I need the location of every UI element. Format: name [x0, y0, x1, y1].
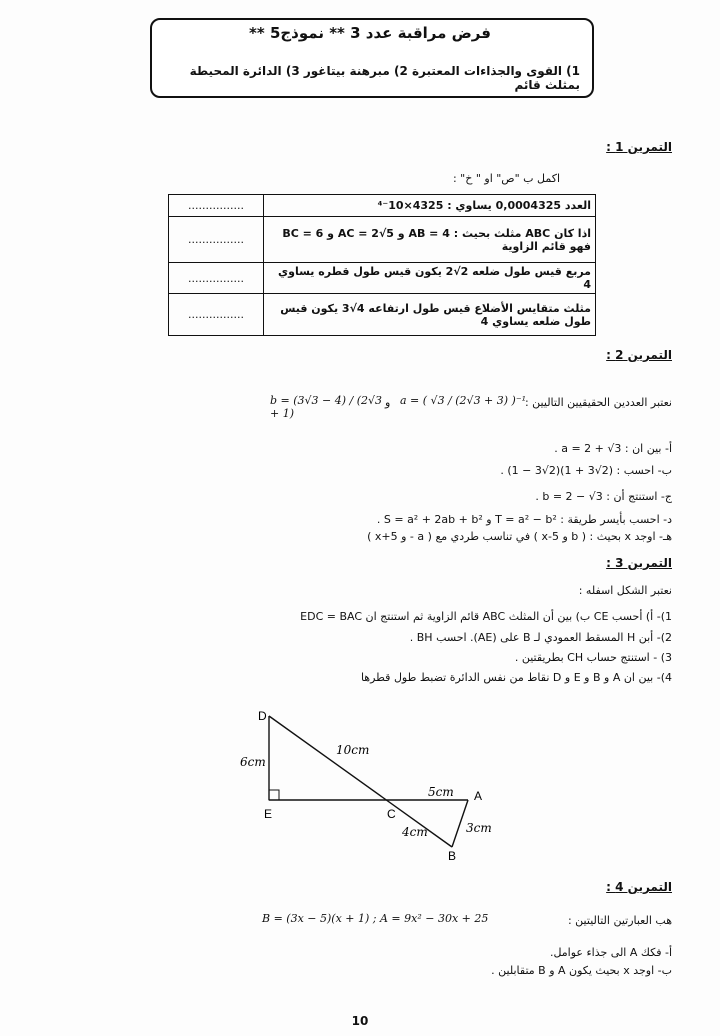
table-row — [169, 294, 596, 336]
ex2-item: هـ- اوجد x بحيث : ( b و x-5 ) في تناسب طردي مع ( a - و x+5 ) — [367, 530, 672, 543]
question-cell: اذا كان ABC مثلث بحيث : AB = 4 و AC = 2√5 و BC = 6 فهو قائم الزاوية — [264, 217, 596, 263]
ex3-item: 4)- بين ان A و B و E و D نقاط من نفس الدائرة تضبط طول قطرها — [360, 671, 672, 684]
ex1-title: التمرين 1 : — [606, 140, 672, 154]
table-row — [169, 217, 596, 263]
page-title: فرض مراقبة عدد 3 ** نموذج5 ** — [249, 24, 491, 42]
ex1-table — [168, 194, 596, 336]
page-subtitle: 1) القوى والجذاءات المعتبرة 2) مبرهنة بيتاغور 3) الدائرة المحيطة بمثلث قائم — [189, 64, 580, 92]
label-C: C — [387, 807, 396, 821]
ex4-expressions: B = (3x − 5)(x + 1) ; A = 9x² − 30x + 25 — [262, 912, 489, 925]
table-row — [169, 263, 596, 294]
geometry-figure — [230, 700, 510, 870]
label-B: B — [448, 849, 457, 863]
ex2-a-definition: a = ( √3 / (2√3 + 3) )⁻¹ — [400, 394, 527, 407]
ex4-item: أ- فكك A الى جذاء عوامل. — [549, 946, 672, 959]
ex4-title: التمرين 4 : — [606, 880, 672, 894]
length-DE: 6cm — [240, 755, 266, 769]
length-AB: 3cm — [466, 821, 492, 835]
ex2-item: ج- استنتج أن : b = 2 − √3 . — [535, 490, 672, 503]
ex1-instruction: اكمل ب "ص" او " خ" : — [452, 172, 560, 185]
ex2-item: د- احسب بأيسر طريقة : T = a² − b² و S = a² + 2ab + b² . — [376, 513, 672, 526]
ex3-item: 1)- أ) أحسب CE ب) بين أن المثلث ABC قائم الزاوية ثم استنتج ان EDC = BAC — [300, 610, 672, 623]
ex2-title: التمرين 2 : — [606, 348, 672, 362]
ex4-intro: هب العبارتين التاليتين : — [567, 914, 672, 927]
length-CA: 5cm — [428, 785, 454, 799]
answer-cell: ................ — [169, 263, 264, 294]
answer-cell: ................ — [169, 217, 264, 263]
ex3-item: 3) - استنتج حساب CH بطريقتين . — [514, 651, 672, 664]
ex2-b-definition: b = (3√3 − 4) / (2√3 + 1) — [270, 394, 383, 420]
ex2-item: ب- احسب : (2√3 + 1)(2√3 − 1) . — [500, 464, 672, 477]
label-E: E — [264, 807, 273, 821]
page-number: 10 — [351, 1014, 369, 1028]
question-cell: مربع قيس طول ضلعه 2√2 يكون قيس طول قطره يساوي 4 — [264, 263, 596, 294]
question-cell: العدد 0,0004325 يساوي : 4325×10⁻⁴ — [264, 195, 596, 217]
length-DC: 10cm — [336, 743, 370, 757]
ex3-title: التمرين 3 : — [606, 556, 672, 570]
ex3-item: 2)- أبن H المسقط العمودي لـ B على (AE). احسب BH . — [409, 631, 672, 644]
right-angle-mark — [269, 790, 279, 800]
question-cell: مثلث متقايس الأضلاع قيس طول ارتفاعه 4√3 يكون قيس طول ضلعه يساوي 4 — [264, 294, 596, 336]
label-A: A — [474, 789, 483, 803]
answer-cell: ................ — [169, 195, 264, 217]
ex4-item: ب- اوجد x بحيث يكون A و B متقابلين . — [491, 964, 672, 977]
ex3-intro: نعتبر الشكل اسفله : — [578, 584, 672, 597]
table-row — [169, 195, 596, 217]
label-D: D — [258, 709, 267, 723]
answer-cell: ................ — [169, 294, 264, 336]
ex2-item: أ- بين ان : a = 2 + √3 . — [554, 442, 672, 455]
length-CB: 4cm — [402, 825, 428, 839]
ex2-intro: نعتبر العددين الحقيقيين التاليين : — [524, 396, 672, 409]
ex2-and: و — [385, 396, 391, 409]
